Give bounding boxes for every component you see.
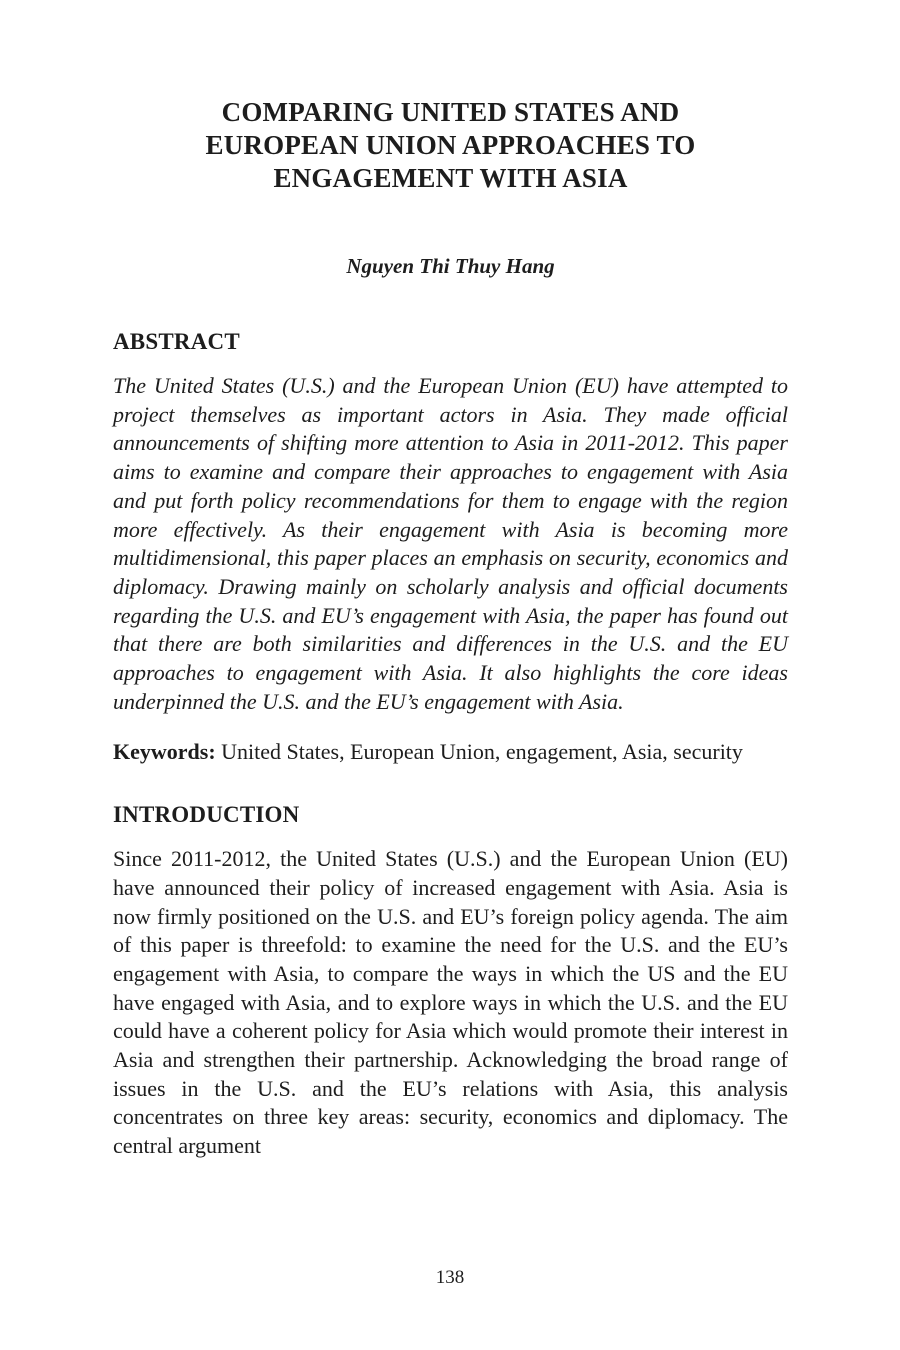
- paper-title-line-1: COMPARING UNITED STATES AND: [221, 97, 680, 127]
- paper-title: [113, 96, 788, 195]
- paper-title-line-2: EUROPEAN UNION APPROACHES TO: [205, 130, 696, 160]
- author-name: Nguyen Thi Thuy Hang: [346, 254, 555, 278]
- keywords-label: Keywords:: [113, 739, 216, 765]
- keywords-text: United States, European Union, engagement, Asia, security: [221, 739, 743, 765]
- introduction-text: Since 2011-2012, the United States (U.S.) and the European Union (EU) have announced their policy of increased engagement with Asia. Asia is now firmly positioned on the U.S. and EU’s foreign policy agenda. The aim of this paper is threefold: to examine the need for the U.S. and the EU’s engagement with Asia, to compare the ways in which the US and the EU have engaged with Asia, and to explore ways in which the U.S. and the EU could have a coherent policy for Asia which would promote their interest in Asia and strengthen their partnership. Acknowledging the broad range of issues in the U.S. and the EU’s relations with Asia, this analysis concentrates on three key areas: security, economics and diplomacy. The central argument: [113, 846, 788, 1159]
- introduction-heading: INTRODUCTION: [113, 802, 300, 828]
- paper-title-line-3: ENGAGEMENT WITH ASIA: [273, 163, 628, 193]
- abstract-text: The United States (U.S.) and the European Union (EU) have attempted to project themselves as important actors in Asia. They made official announcements of shifting more attention to Asia in 2011-2012. This paper aims to examine and compare their approaches to engagement with Asia and put forth policy recommendations for them to engage with the region more effectively. As their engagement with Asia is becoming more multidimensional, this paper places an emphasis on security, economics and diplomacy. Drawing mainly on scholarly analysis and official documents regarding the U.S. and EU’s engagement with Asia, the paper has found out that there are both similarities and differences in the U.S. and the EU approaches to engagement with Asia. It also highlights the core ideas underpinned the U.S. and the EU’s engagement with Asia.: [113, 373, 788, 714]
- keywords-line: [113, 738, 788, 767]
- text-column: [113, 0, 788, 1161]
- page-number-folio: 138: [435, 1267, 465, 1288]
- abstract-heading: ABSTRACT: [113, 329, 240, 354]
